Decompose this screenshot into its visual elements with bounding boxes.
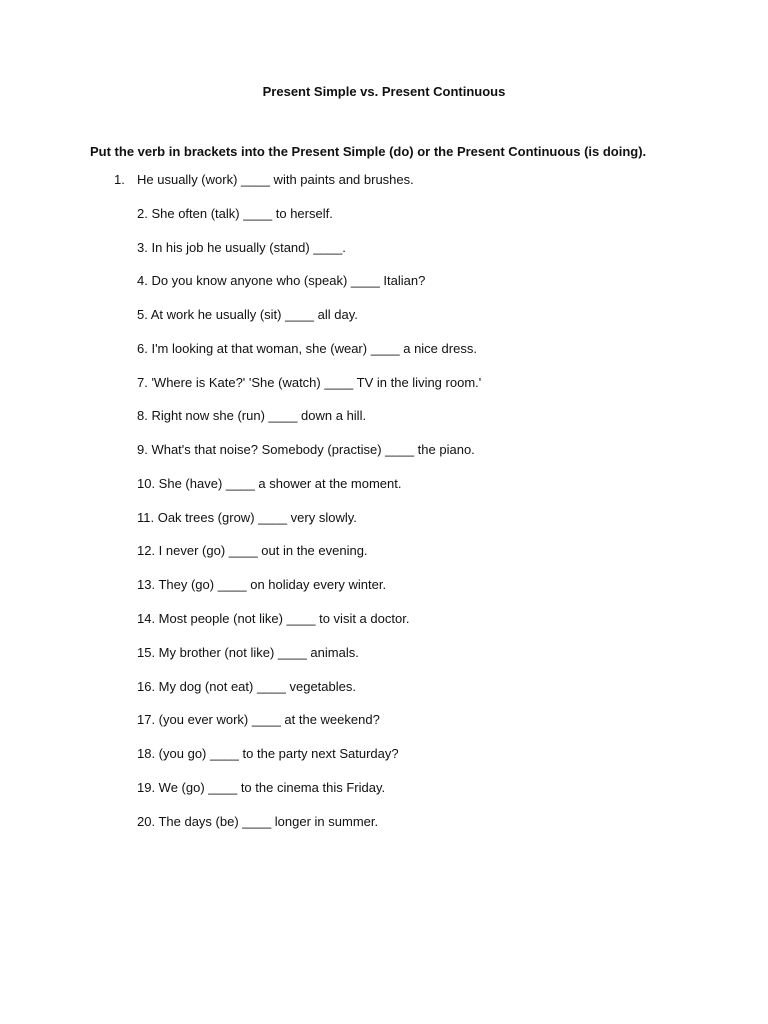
exercise-item: 12. I never (go) ____ out in the evening. (137, 543, 368, 558)
exercise-item: 20. The days (be) ____ longer in summer. (137, 814, 379, 829)
item-1-text: He usually (work) ____ with paints and brushes. (137, 172, 414, 187)
exercise-item: 18. (you go) ____ to the party next Saturday? (137, 746, 399, 761)
exercise-item: 3. In his job he usually (stand) ____. (137, 240, 346, 255)
exercise-item: 10. She (have) ____ a shower at the moment. (137, 476, 402, 491)
exercise-item: 2. She often (talk) ____ to herself. (137, 206, 333, 221)
exercise-item: 13. They (go) ____ on holiday every winter. (137, 577, 387, 592)
instructions: Put the verb in brackets into the Present Simple (do) or the Present Continuous (is doing). (90, 144, 647, 159)
exercise-item: 9. What's that noise? Somebody (practise) ____ the piano. (137, 442, 475, 457)
exercise-item: 16. My dog (not eat) ____ vegetables. (137, 679, 356, 694)
exercise-item: 7. 'Where is Kate?' 'She (watch) ____ TV in the living room.' (137, 375, 482, 390)
exercise-item: 8. Right now she (run) ____ down a hill. (137, 408, 367, 423)
exercise-item: 6. I'm looking at that woman, she (wear) ____ a nice dress. (137, 341, 477, 356)
exercise-item: 14. Most people (not like) ____ to visit a doctor. (137, 611, 410, 626)
item-1-number: 1. (114, 172, 125, 187)
exercise-item: 5. At work he usually (sit) ____ all day. (137, 307, 358, 322)
exercise-item: 19. We (go) ____ to the cinema this Friday. (137, 780, 386, 795)
exercise-item: 17. (you ever work) ____ at the weekend? (137, 712, 380, 727)
exercise-item: 11. Oak trees (grow) ____ very slowly. (137, 510, 357, 525)
exercise-item: 4. Do you know anyone who (speak) ____ Italian? (137, 273, 426, 288)
exercise-item: 15. My brother (not like) ____ animals. (137, 645, 359, 660)
page-title: Present Simple vs. Present Continuous (262, 84, 506, 99)
